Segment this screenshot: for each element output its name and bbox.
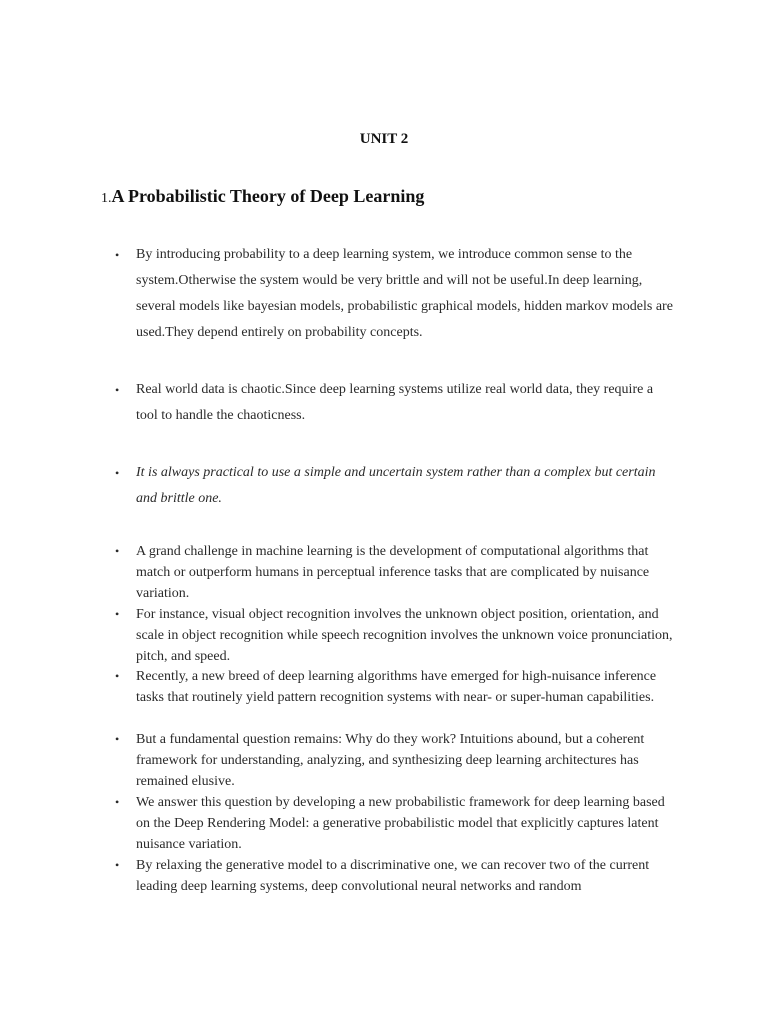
list-item — [115, 541, 675, 604]
list-item — [115, 604, 675, 667]
bullet-icon: • — [115, 795, 120, 809]
list-item-text: A grand challenge in machine learning is the development of computational algorithms that match or outperform humans in perceptual inference tasks that are complicated by nuisance variation. — [136, 544, 650, 601]
list-item — [115, 855, 675, 897]
list-item-text: For instance, visual object recognition involves the unknown object position, orientation, and scale in object recognition while speech recognition involves the unknown voice pronunciation, pitch, and speed. — [136, 607, 673, 664]
list-item-text: Real world data is chaotic.Since deep learning systems utilize real world data, they require a tool to handle the chaoticness. — [136, 382, 654, 423]
bullet-icon: • — [115, 858, 120, 872]
list-item — [115, 792, 675, 855]
section-title — [101, 186, 424, 207]
list-item — [115, 460, 675, 512]
section-number: 1. — [101, 191, 112, 206]
list-item — [115, 242, 675, 346]
list-item-text: But a fundamental question remains: Why do they work? Intuitions abound, but a coherent framework for understanding, analyzing, and synthesizing deep learning architectures has remained elusive. — [136, 732, 645, 789]
list-item-text: By relaxing the generative model to a discriminative one, we can recover two of the current leading deep learning systems, deep convolutional neural networks and random — [136, 858, 650, 894]
list-item — [115, 377, 675, 429]
bullet-icon: • — [115, 383, 120, 397]
bullet-icon: • — [115, 669, 120, 683]
bullet-icon: • — [115, 732, 120, 746]
list-item-text: We answer this question by developing a new probabilistic framework for deep learning based on the Deep Rendering Model: a generative probabilistic model that explicitly captures latent nuisance variation. — [136, 795, 665, 852]
bullet-icon: • — [115, 607, 120, 621]
list-item-text: Recently, a new breed of deep learning algorithms have emerged for high-nuisance inference tasks that routinely yield pattern recognition systems with near- or super-human capabilities. — [136, 669, 657, 705]
unit-heading: UNIT 2 — [359, 131, 409, 147]
list-item — [115, 729, 675, 792]
bullet-icon: • — [115, 466, 120, 480]
list-item-text: By introducing probability to a deep learning system, we introduce common sense to the system.Otherwise the system would be very brittle and will not be useful.In deep learning, several models like bayesian models, probabilistic graphical models, hidden markov models are used.They depend entirely on probability concepts. — [136, 247, 673, 340]
bullet-icon: • — [115, 544, 120, 558]
bullet-icon: • — [115, 248, 120, 262]
list-item-text: It is always practical to use a simple and uncertain system rather than a complex but certain and brittle one. — [136, 465, 656, 506]
section-title-text: A Probabilistic Theory of Deep Learning — [111, 186, 425, 206]
list-item — [115, 666, 675, 708]
